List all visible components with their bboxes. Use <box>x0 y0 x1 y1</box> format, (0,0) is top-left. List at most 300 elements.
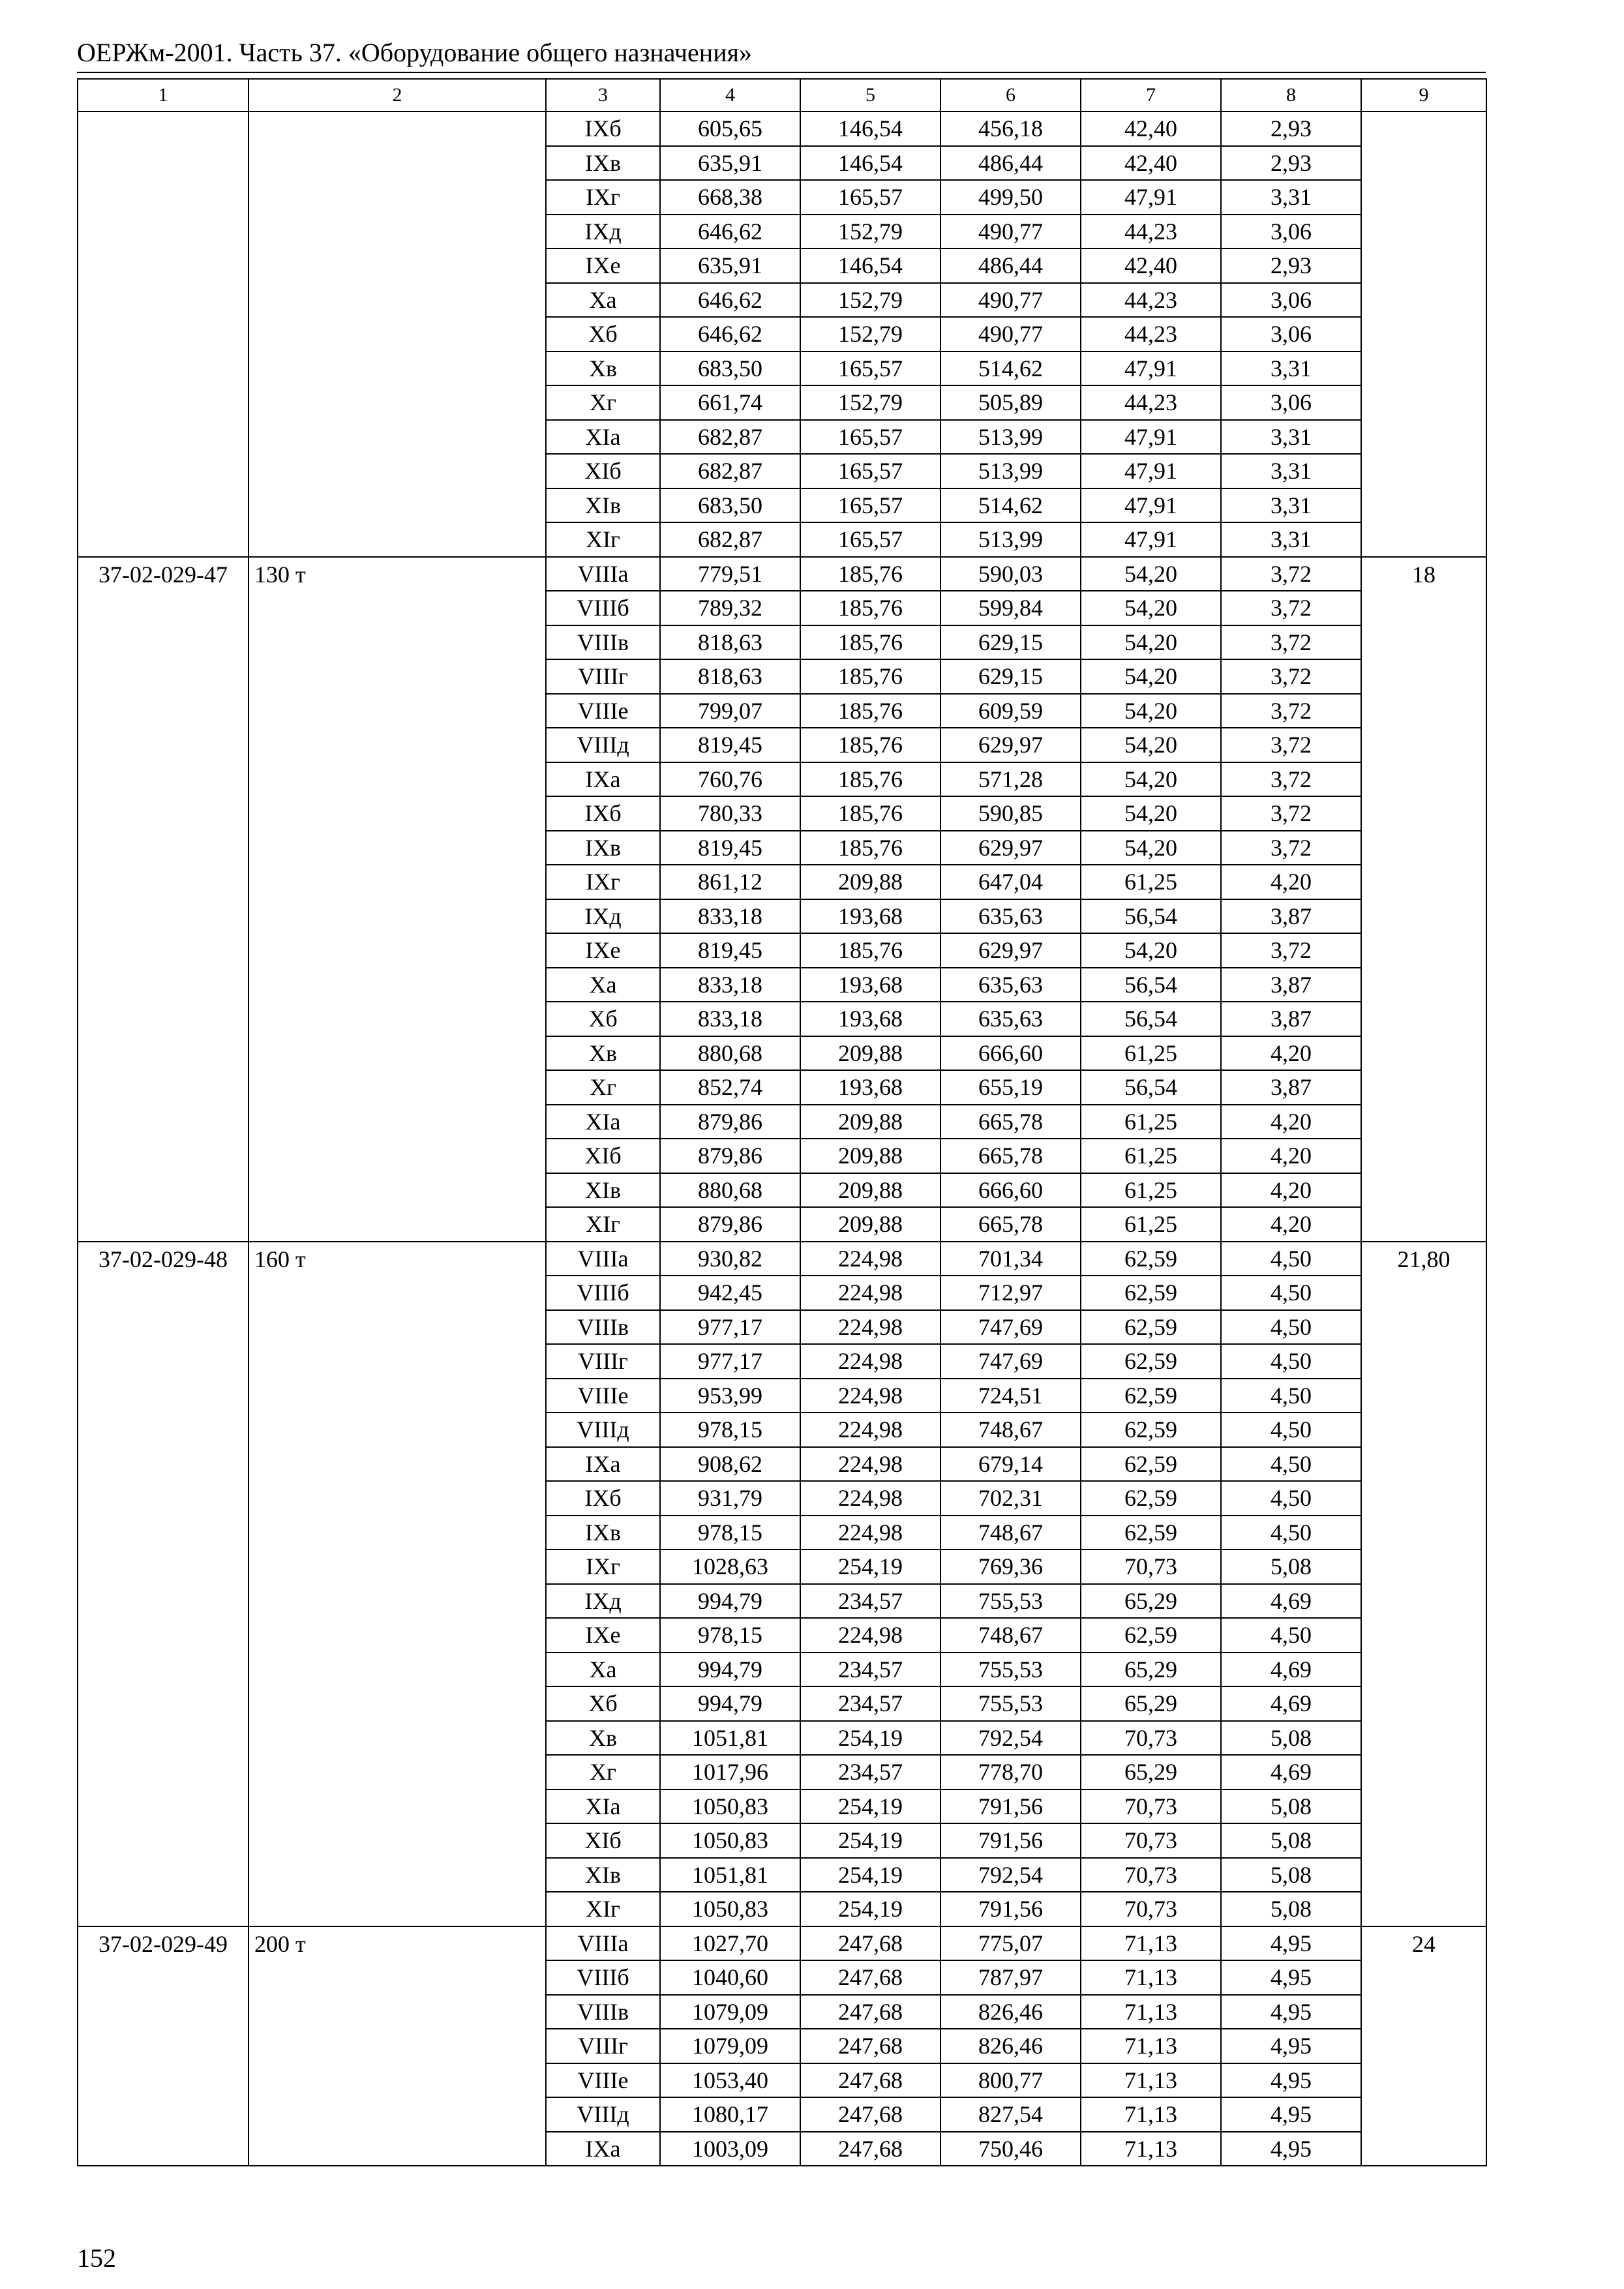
labor-cost-cell: 247,68 <box>800 2097 940 2132</box>
total-cost-cell: 880,68 <box>660 1173 800 1208</box>
materials-cost-cell: 4,50 <box>1221 1447 1361 1482</box>
total-cost-cell: 994,79 <box>660 1686 800 1721</box>
operator-wage-cell: 54,20 <box>1081 796 1221 831</box>
operator-wage-cell: 62,59 <box>1081 1242 1221 1276</box>
category-cell: VIIIе <box>546 1379 660 1413</box>
materials-cost-cell: 4,20 <box>1221 865 1361 899</box>
machine-cost-cell: 655,19 <box>940 1070 1081 1105</box>
materials-cost-cell: 3,06 <box>1221 317 1361 352</box>
category-cell: Хб <box>546 1002 660 1036</box>
total-cost-cell: 668,38 <box>660 180 800 215</box>
labor-cost-cell: 224,98 <box>800 1242 940 1276</box>
machine-cost-cell: 791,56 <box>940 1789 1081 1824</box>
labor-cost-cell: 247,68 <box>800 1995 940 2029</box>
category-cell: Ха <box>546 283 660 318</box>
machine-cost-cell: 647,04 <box>940 865 1081 899</box>
category-cell: Ха <box>546 1653 660 1687</box>
labor-cost-cell: 185,76 <box>800 625 940 660</box>
materials-cost-cell: 3,72 <box>1221 831 1361 865</box>
total-cost-cell: 682,87 <box>660 454 800 488</box>
total-cost-cell: 1027,70 <box>660 1926 800 1961</box>
machine-cost-cell: 635,63 <box>940 899 1081 934</box>
machine-cost-cell: 635,63 <box>940 1002 1081 1036</box>
materials-cost-cell: 3,31 <box>1221 180 1361 215</box>
operator-wage-cell: 70,73 <box>1081 1549 1221 1584</box>
total-cost-cell: 646,62 <box>660 317 800 352</box>
materials-cost-cell: 3,31 <box>1221 522 1361 557</box>
materials-cost-cell: 3,87 <box>1221 1070 1361 1105</box>
machine-cost-cell: 513,99 <box>940 522 1081 557</box>
total-cost-cell: 931,79 <box>660 1481 800 1516</box>
labor-cost-cell: 185,76 <box>800 694 940 728</box>
materials-cost-cell: 4,95 <box>1221 2132 1361 2166</box>
category-cell: VIIIа <box>546 1242 660 1276</box>
total-cost-cell: 818,63 <box>660 659 800 694</box>
total-cost-cell: 780,33 <box>660 796 800 831</box>
machine-cost-cell: 665,78 <box>940 1105 1081 1139</box>
operator-wage-cell: 54,20 <box>1081 728 1221 762</box>
category-cell: ХIб <box>546 454 660 488</box>
total-cost-cell: 1050,83 <box>660 1892 800 1926</box>
category-cell: IХд <box>546 899 660 934</box>
total-cost-cell: 978,15 <box>660 1413 800 1447</box>
operator-wage-cell: 62,59 <box>1081 1618 1221 1653</box>
labor-cost-cell: 224,98 <box>800 1413 940 1447</box>
machine-cost-cell: 490,77 <box>940 317 1081 352</box>
materials-cost-cell: 4,50 <box>1221 1242 1361 1276</box>
labor-cost-cell: 254,19 <box>800 1549 940 1584</box>
machine-cost-cell: 748,67 <box>940 1516 1081 1550</box>
category-cell: ХIв <box>546 1858 660 1893</box>
category-cell: Хв <box>546 1036 660 1071</box>
operator-wage-cell: 54,20 <box>1081 933 1221 968</box>
labor-cost-cell: 193,68 <box>800 1070 940 1105</box>
operator-wage-cell: 44,23 <box>1081 215 1221 249</box>
machine-cost-cell: 787,97 <box>940 1960 1081 1995</box>
total-cost-cell: 1079,09 <box>660 2029 800 2063</box>
operator-wage-cell: 62,59 <box>1081 1379 1221 1413</box>
total-cost-cell: 682,87 <box>660 420 800 455</box>
category-cell: VIIIв <box>546 1310 660 1345</box>
total-cost-cell: 819,45 <box>660 728 800 762</box>
total-cost-cell: 879,86 <box>660 1105 800 1139</box>
category-cell: IХа <box>546 762 660 797</box>
total-cost-cell: 635,91 <box>660 248 800 283</box>
operator-wage-cell: 62,59 <box>1081 1344 1221 1379</box>
materials-cost-cell: 4,50 <box>1221 1276 1361 1310</box>
labor-cost-cell: 185,76 <box>800 762 940 797</box>
labor-cost-cell: 254,19 <box>800 1858 940 1893</box>
machine-cost-cell: 629,97 <box>940 728 1081 762</box>
machine-cost-cell: 702,31 <box>940 1481 1081 1516</box>
category-cell: VIIIб <box>546 591 660 625</box>
column-number-row <box>78 79 1486 112</box>
machine-cost-cell: 514,62 <box>940 488 1081 523</box>
labor-cost-cell: 209,88 <box>800 1173 940 1208</box>
category-cell: IХе <box>546 933 660 968</box>
rates-table <box>77 78 1487 2166</box>
operator-wage-cell: 71,13 <box>1081 2132 1221 2166</box>
operator-wage-cell: 62,59 <box>1081 1481 1221 1516</box>
labor-cost-cell: 185,76 <box>800 557 940 591</box>
labor-cost-cell: 165,57 <box>800 180 940 215</box>
category-cell: VIIIд <box>546 728 660 762</box>
table-row <box>78 112 1486 146</box>
category-cell: VIIIа <box>546 1926 660 1961</box>
operator-wage-cell: 54,20 <box>1081 659 1221 694</box>
operator-wage-cell: 61,25 <box>1081 1139 1221 1173</box>
materials-cost-cell: 2,93 <box>1221 248 1361 283</box>
labor-cost-cell: 185,76 <box>800 659 940 694</box>
machine-cost-cell: 513,99 <box>940 420 1081 455</box>
machine-cost-cell: 826,46 <box>940 2029 1081 2063</box>
operator-wage-cell: 61,25 <box>1081 1173 1221 1208</box>
labor-cost-cell: 209,88 <box>800 1036 940 1071</box>
total-cost-cell: 799,07 <box>660 694 800 728</box>
operator-wage-cell: 61,25 <box>1081 1036 1221 1071</box>
machine-cost-cell: 635,63 <box>940 968 1081 1002</box>
category-cell: Хб <box>546 1686 660 1721</box>
labor-cost-cell: 247,68 <box>800 2132 940 2166</box>
materials-cost-cell: 4,69 <box>1221 1653 1361 1687</box>
operator-wage-cell: 71,13 <box>1081 1926 1221 1961</box>
category-cell: ХIв <box>546 1173 660 1208</box>
total-cost-cell: 779,51 <box>660 557 800 591</box>
machine-cost-cell: 747,69 <box>940 1310 1081 1345</box>
materials-cost-cell: 3,31 <box>1221 420 1361 455</box>
category-cell: ХIб <box>546 1139 660 1173</box>
machine-cost-cell: 755,53 <box>940 1584 1081 1619</box>
machine-cost-cell: 571,28 <box>940 762 1081 797</box>
labor-cost-cell: 224,98 <box>800 1344 940 1379</box>
machine-cost-cell: 513,99 <box>940 454 1081 488</box>
materials-cost-cell: 4,50 <box>1221 1618 1361 1653</box>
operator-wage-cell: 62,59 <box>1081 1413 1221 1447</box>
materials-cost-cell: 4,69 <box>1221 1686 1361 1721</box>
category-cell: Хв <box>546 1721 660 1756</box>
item-code-cell: 37-02-029-48 <box>78 1242 248 1926</box>
machine-cost-cell: 755,53 <box>940 1653 1081 1687</box>
category-cell: IХв <box>546 146 660 181</box>
labor-cost-cell: 165,57 <box>800 488 940 523</box>
labor-cost-cell: 165,57 <box>800 420 940 455</box>
machine-cost-cell: 499,50 <box>940 180 1081 215</box>
machine-cost-cell: 769,36 <box>940 1549 1081 1584</box>
labor-cost-cell: 209,88 <box>800 1105 940 1139</box>
labor-cost-cell: 224,98 <box>800 1276 940 1310</box>
operator-wage-cell: 54,20 <box>1081 557 1221 591</box>
materials-cost-cell: 4,69 <box>1221 1584 1361 1619</box>
operator-wage-cell: 62,59 <box>1081 1276 1221 1310</box>
machine-cost-cell: 827,54 <box>940 2097 1081 2132</box>
materials-cost-cell: 3,87 <box>1221 899 1361 934</box>
category-cell: Ха <box>546 968 660 1002</box>
operator-wage-cell: 62,59 <box>1081 1516 1221 1550</box>
table-body <box>78 79 1486 2166</box>
materials-cost-cell: 4,20 <box>1221 1207 1361 1242</box>
operator-wage-cell: 44,23 <box>1081 317 1221 352</box>
category-cell: VIIIа <box>546 557 660 591</box>
category-cell: Хб <box>546 317 660 352</box>
total-cost-cell: 942,45 <box>660 1276 800 1310</box>
operator-wage-cell: 71,13 <box>1081 2063 1221 2098</box>
total-cost-cell: 683,50 <box>660 488 800 523</box>
machine-cost-cell: 590,03 <box>940 557 1081 591</box>
total-cost-cell: 994,79 <box>660 1653 800 1687</box>
labor-cost-cell: 146,54 <box>800 112 940 146</box>
operator-wage-cell: 56,54 <box>1081 968 1221 1002</box>
total-cost-cell: 683,50 <box>660 352 800 386</box>
materials-cost-cell: 5,08 <box>1221 1721 1361 1756</box>
total-cost-cell: 819,45 <box>660 831 800 865</box>
materials-cost-cell: 4,20 <box>1221 1036 1361 1071</box>
column-number: 5 <box>800 79 940 112</box>
operator-wage-cell: 61,25 <box>1081 865 1221 899</box>
machine-cost-cell: 800,77 <box>940 2063 1081 2098</box>
materials-cost-cell: 4,95 <box>1221 2097 1361 2132</box>
machine-cost-cell: 748,67 <box>940 1413 1081 1447</box>
operator-wage-cell: 71,13 <box>1081 2097 1221 2132</box>
total-cost-cell: 1079,09 <box>660 1995 800 2029</box>
category-cell: VIIIе <box>546 694 660 728</box>
materials-cost-cell: 5,08 <box>1221 1823 1361 1858</box>
column-number: 1 <box>78 79 248 112</box>
column-number: 2 <box>248 79 546 112</box>
total-cost-cell: 1003,09 <box>660 2132 800 2166</box>
materials-cost-cell: 3,72 <box>1221 728 1361 762</box>
labor-cost-cell: 224,98 <box>800 1516 940 1550</box>
category-cell: IХе <box>546 248 660 283</box>
total-cost-cell: 953,99 <box>660 1379 800 1413</box>
category-cell: VIIIд <box>546 1413 660 1447</box>
category-cell: ХIг <box>546 1207 660 1242</box>
total-cost-cell: 879,86 <box>660 1139 800 1173</box>
category-cell: ХIб <box>546 1823 660 1858</box>
operator-wage-cell: 65,29 <box>1081 1755 1221 1789</box>
materials-cost-cell: 3,31 <box>1221 352 1361 386</box>
page-header-title: ОЕРЖм-2001. Часть 37. «Оборудование общего назначения» <box>77 38 752 67</box>
total-cost-cell: 908,62 <box>660 1447 800 1482</box>
materials-cost-cell: 4,50 <box>1221 1344 1361 1379</box>
materials-cost-cell: 3,72 <box>1221 694 1361 728</box>
table-row <box>78 1242 1486 1276</box>
item-code-cell: 37-02-029-49 <box>78 1926 248 2166</box>
total-cost-cell: 1040,60 <box>660 1960 800 1995</box>
labor-cost-cell: 254,19 <box>800 1823 940 1858</box>
materials-cost-cell: 2,93 <box>1221 112 1361 146</box>
header-rule <box>77 72 1486 73</box>
materials-cost-cell: 5,08 <box>1221 1789 1361 1824</box>
category-cell: Хг <box>546 1755 660 1789</box>
materials-cost-cell: 3,06 <box>1221 215 1361 249</box>
total-cost-cell: 1050,83 <box>660 1823 800 1858</box>
page-number: 152 <box>77 2243 116 2273</box>
total-cost-cell: 605,65 <box>660 112 800 146</box>
machine-cost-cell: 590,85 <box>940 796 1081 831</box>
materials-cost-cell: 5,08 <box>1221 1892 1361 1926</box>
table-row <box>78 1926 1486 1961</box>
category-cell: VIIIб <box>546 1960 660 1995</box>
labor-cost-cell: 234,57 <box>800 1755 940 1789</box>
total-cost-cell: 978,15 <box>660 1516 800 1550</box>
machine-cost-cell: 490,77 <box>940 283 1081 318</box>
total-cost-cell: 1051,81 <box>660 1858 800 1893</box>
total-cost-cell: 1051,81 <box>660 1721 800 1756</box>
operator-wage-cell: 65,29 <box>1081 1584 1221 1619</box>
column-9-cell: 24 <box>1361 1926 1486 2166</box>
labor-cost-cell: 152,79 <box>800 317 940 352</box>
column-number: 8 <box>1221 79 1361 112</box>
category-cell: IХа <box>546 1447 660 1482</box>
labor-cost-cell: 224,98 <box>800 1310 940 1345</box>
machine-cost-cell: 666,60 <box>940 1036 1081 1071</box>
category-cell: VIIIб <box>546 1276 660 1310</box>
category-cell: IХд <box>546 1584 660 1619</box>
item-name-cell: 160 т <box>248 1242 546 1926</box>
category-cell: IХд <box>546 215 660 249</box>
labor-cost-cell: 234,57 <box>800 1584 940 1619</box>
machine-cost-cell: 629,97 <box>940 933 1081 968</box>
total-cost-cell: 833,18 <box>660 899 800 934</box>
labor-cost-cell: 224,98 <box>800 1618 940 1653</box>
category-cell: ХIг <box>546 1892 660 1926</box>
total-cost-cell: 1028,63 <box>660 1549 800 1584</box>
operator-wage-cell: 71,13 <box>1081 1995 1221 2029</box>
operator-wage-cell: 56,54 <box>1081 899 1221 934</box>
labor-cost-cell: 185,76 <box>800 591 940 625</box>
machine-cost-cell: 748,67 <box>940 1618 1081 1653</box>
total-cost-cell: 879,86 <box>660 1207 800 1242</box>
total-cost-cell: 682,87 <box>660 522 800 557</box>
machine-cost-cell: 665,78 <box>940 1139 1081 1173</box>
machine-cost-cell: 755,53 <box>940 1686 1081 1721</box>
materials-cost-cell: 4,20 <box>1221 1173 1361 1208</box>
item-name-cell <box>248 112 546 557</box>
total-cost-cell: 977,17 <box>660 1344 800 1379</box>
labor-cost-cell: 209,88 <box>800 1139 940 1173</box>
column-9-cell: 21,80 <box>1361 1242 1486 1926</box>
operator-wage-cell: 54,20 <box>1081 625 1221 660</box>
labor-cost-cell: 224,98 <box>800 1481 940 1516</box>
operator-wage-cell: 71,13 <box>1081 1960 1221 1995</box>
category-cell: VIIIв <box>546 625 660 660</box>
machine-cost-cell: 791,56 <box>940 1823 1081 1858</box>
category-cell: ХIв <box>546 488 660 523</box>
labor-cost-cell: 165,57 <box>800 454 940 488</box>
materials-cost-cell: 3,72 <box>1221 933 1361 968</box>
materials-cost-cell: 4,50 <box>1221 1481 1361 1516</box>
category-cell: VIIIв <box>546 1995 660 2029</box>
labor-cost-cell: 254,19 <box>800 1721 940 1756</box>
materials-cost-cell: 5,08 <box>1221 1858 1361 1893</box>
operator-wage-cell: 47,91 <box>1081 420 1221 455</box>
materials-cost-cell: 3,31 <box>1221 454 1361 488</box>
column-number: 3 <box>546 79 660 112</box>
column-9-cell: 18 <box>1361 557 1486 1242</box>
labor-cost-cell: 247,68 <box>800 1960 940 1995</box>
table-row <box>78 557 1486 591</box>
operator-wage-cell: 54,20 <box>1081 694 1221 728</box>
total-cost-cell: 819,45 <box>660 933 800 968</box>
column-number: 9 <box>1361 79 1486 112</box>
total-cost-cell: 977,17 <box>660 1310 800 1345</box>
machine-cost-cell: 747,69 <box>940 1344 1081 1379</box>
total-cost-cell: 833,18 <box>660 1002 800 1036</box>
materials-cost-cell: 3,72 <box>1221 557 1361 591</box>
category-cell: ХIг <box>546 522 660 557</box>
materials-cost-cell: 4,95 <box>1221 1960 1361 1995</box>
total-cost-cell: 833,18 <box>660 968 800 1002</box>
materials-cost-cell: 5,08 <box>1221 1549 1361 1584</box>
category-cell: VIIIе <box>546 2063 660 2098</box>
machine-cost-cell: 490,77 <box>940 215 1081 249</box>
labor-cost-cell: 146,54 <box>800 146 940 181</box>
category-cell: VIIIг <box>546 659 660 694</box>
operator-wage-cell: 47,91 <box>1081 352 1221 386</box>
materials-cost-cell: 3,87 <box>1221 1002 1361 1036</box>
materials-cost-cell: 4,50 <box>1221 1413 1361 1447</box>
column-number: 4 <box>660 79 800 112</box>
operator-wage-cell: 65,29 <box>1081 1686 1221 1721</box>
labor-cost-cell: 152,79 <box>800 385 940 420</box>
materials-cost-cell: 4,95 <box>1221 1926 1361 1961</box>
labor-cost-cell: 193,68 <box>800 1002 940 1036</box>
total-cost-cell: 994,79 <box>660 1584 800 1619</box>
materials-cost-cell: 4,50 <box>1221 1379 1361 1413</box>
category-cell: ХIа <box>546 1789 660 1824</box>
operator-wage-cell: 62,59 <box>1081 1310 1221 1345</box>
total-cost-cell: 646,62 <box>660 283 800 318</box>
machine-cost-cell: 826,46 <box>940 1995 1081 2029</box>
category-cell: IХе <box>546 1618 660 1653</box>
total-cost-cell: 635,91 <box>660 146 800 181</box>
machine-cost-cell: 750,46 <box>940 2132 1081 2166</box>
labor-cost-cell: 185,76 <box>800 728 940 762</box>
labor-cost-cell: 224,98 <box>800 1447 940 1482</box>
machine-cost-cell: 629,97 <box>940 831 1081 865</box>
operator-wage-cell: 56,54 <box>1081 1070 1221 1105</box>
machine-cost-cell: 679,14 <box>940 1447 1081 1482</box>
operator-wage-cell: 47,91 <box>1081 180 1221 215</box>
materials-cost-cell: 4,69 <box>1221 1755 1361 1789</box>
operator-wage-cell: 44,23 <box>1081 385 1221 420</box>
operator-wage-cell: 70,73 <box>1081 1789 1221 1824</box>
labor-cost-cell: 152,79 <box>800 283 940 318</box>
machine-cost-cell: 486,44 <box>940 146 1081 181</box>
machine-cost-cell: 486,44 <box>940 248 1081 283</box>
operator-wage-cell: 42,40 <box>1081 248 1221 283</box>
total-cost-cell: 880,68 <box>660 1036 800 1071</box>
item-name-cell: 200 т <box>248 1926 546 2166</box>
total-cost-cell: 818,63 <box>660 625 800 660</box>
machine-cost-cell: 629,15 <box>940 625 1081 660</box>
machine-cost-cell: 665,78 <box>940 1207 1081 1242</box>
operator-wage-cell: 61,25 <box>1081 1105 1221 1139</box>
operator-wage-cell: 65,29 <box>1081 1653 1221 1687</box>
category-cell: IХг <box>546 180 660 215</box>
materials-cost-cell: 3,72 <box>1221 762 1361 797</box>
machine-cost-cell: 514,62 <box>940 352 1081 386</box>
category-cell: IХб <box>546 112 660 146</box>
labor-cost-cell: 234,57 <box>800 1653 940 1687</box>
operator-wage-cell: 42,40 <box>1081 146 1221 181</box>
operator-wage-cell: 70,73 <box>1081 1858 1221 1893</box>
machine-cost-cell: 629,15 <box>940 659 1081 694</box>
category-cell: VIIIг <box>546 1344 660 1379</box>
labor-cost-cell: 234,57 <box>800 1686 940 1721</box>
machine-cost-cell: 778,70 <box>940 1755 1081 1789</box>
total-cost-cell: 978,15 <box>660 1618 800 1653</box>
